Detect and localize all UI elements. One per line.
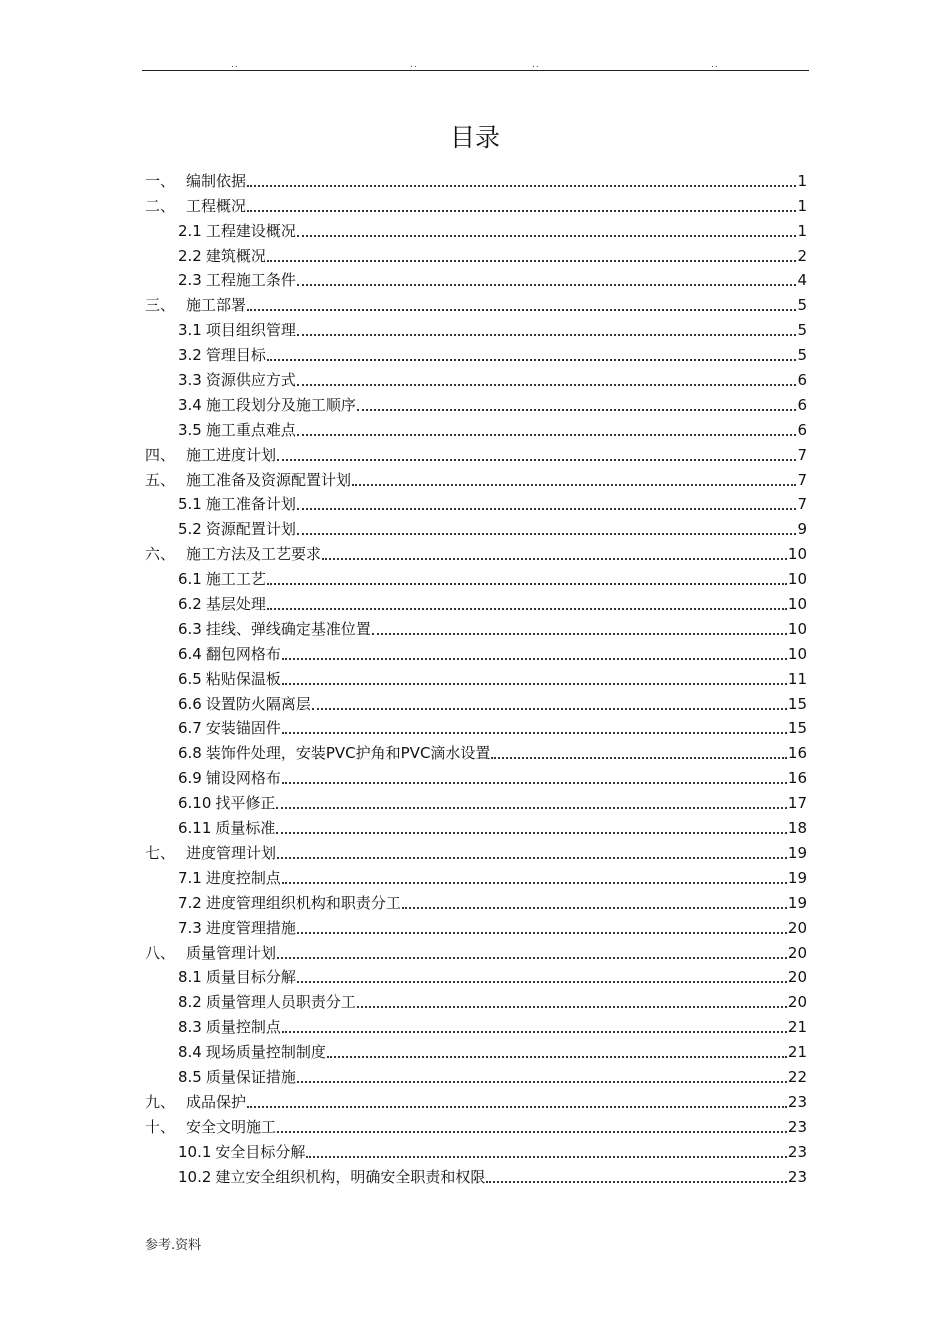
- toc-entry-label: 质量目标分解: [205, 968, 296, 987]
- toc-entry[interactable]: [145, 465, 807, 490]
- toc-dot-leader: [267, 260, 797, 262]
- toc-entry-label: 施工重点难点: [205, 420, 296, 439]
- toc-entry-page: 22: [787, 1067, 807, 1086]
- toc-entry-label: 项目组织管理: [205, 321, 296, 340]
- header-mark: ..: [711, 60, 719, 70]
- toc-entry-number: 10.2: [178, 1167, 212, 1186]
- toc-dot-leader: [297, 384, 797, 386]
- toc-entry-page: 17: [787, 794, 807, 813]
- toc-dot-leader: [277, 957, 787, 959]
- toc-entry-label: 质量管理人员职责分工: [205, 993, 356, 1012]
- header-mark: ..: [231, 60, 239, 70]
- toc-dot-leader: [297, 981, 787, 983]
- toc-entry-label: 建立安全组织机构，明确安全职责和权限: [215, 1167, 486, 1186]
- toc-entry-label: 编制依据: [186, 171, 247, 190]
- toc-entry-label: 安全目标分解: [215, 1142, 306, 1161]
- toc-entry-number: 一、: [145, 171, 176, 190]
- toc-entry-page: 10: [787, 595, 807, 614]
- toc-entry-label: 施工方法及工艺要求: [186, 545, 322, 564]
- toc-entry[interactable]: [145, 838, 807, 863]
- toc-entry-number: 四、: [145, 445, 176, 464]
- toc-entry-label: 质量保证措施: [205, 1067, 296, 1086]
- toc-entry-label: 工程施工条件: [205, 271, 296, 290]
- toc-entry-page: 23: [787, 1092, 807, 1111]
- toc-entry-number: 6.2: [178, 595, 202, 614]
- toc-entry[interactable]: [145, 788, 807, 813]
- toc-entry-label: 资源供应方式: [205, 371, 296, 390]
- toc-entry[interactable]: [145, 440, 807, 465]
- toc-entry-number: 5.2: [178, 520, 202, 539]
- toc-entry-number: 3.1: [178, 321, 202, 340]
- toc-dot-leader: [247, 1106, 787, 1108]
- toc-entry-number: 6.3: [178, 619, 202, 638]
- toc-entry[interactable]: [145, 689, 807, 714]
- toc-entry[interactable]: [145, 266, 807, 291]
- toc-entry-page: 7: [797, 445, 807, 464]
- toc-dot-leader: [282, 732, 787, 734]
- toc-entry-number: 6.11: [178, 819, 212, 838]
- page-title: 目录: [449, 123, 500, 152]
- toc-entry[interactable]: [145, 888, 807, 913]
- toc-entry-number: 8.3: [178, 1018, 202, 1037]
- toc-entry[interactable]: [145, 241, 807, 266]
- toc-dot-leader: [372, 633, 787, 635]
- toc-entry-label: 铺设网格布: [205, 769, 281, 788]
- toc-dot-leader: [312, 708, 787, 710]
- toc-entry-number: 七、: [145, 843, 176, 862]
- toc-entry[interactable]: [145, 639, 807, 664]
- toc-entry[interactable]: [145, 390, 807, 415]
- toc-entry-page: 1: [797, 171, 807, 190]
- toc-entry-page: 23: [787, 1117, 807, 1136]
- toc-entry-number: 2.2: [178, 246, 202, 265]
- toc-dot-leader: [297, 284, 797, 286]
- table-of-contents: [145, 166, 807, 1187]
- toc-entry[interactable]: [145, 539, 807, 564]
- toc-entry-page: 16: [787, 744, 807, 763]
- toc-entry-label: 安全文明施工: [186, 1117, 277, 1136]
- toc-entry-page: 19: [787, 868, 807, 887]
- toc-entry-number: 2.1: [178, 221, 202, 240]
- page-footer: 参考.资料: [145, 1238, 202, 1253]
- toc-entry-number: 7.1: [178, 868, 202, 887]
- toc-entry[interactable]: [145, 166, 807, 191]
- toc-entry[interactable]: [145, 664, 807, 689]
- toc-dot-leader: [277, 857, 787, 859]
- toc-entry-page: 7: [797, 495, 807, 514]
- toc-entry-page: 10: [787, 545, 807, 564]
- toc-dot-leader: [297, 235, 797, 237]
- toc-dot-leader: [297, 508, 797, 510]
- toc-entry-label: 基层处理: [205, 595, 266, 614]
- toc-entry-page: 20: [787, 968, 807, 987]
- toc-entry-number: 九、: [145, 1092, 176, 1111]
- toc-entry-number: 6.4: [178, 644, 202, 663]
- toc-entry-number: 6.6: [178, 694, 202, 713]
- toc-entry[interactable]: [145, 763, 807, 788]
- toc-entry-number: 3.3: [178, 371, 202, 390]
- toc-entry-page: 4: [797, 271, 807, 290]
- toc-entry[interactable]: [145, 1112, 807, 1137]
- toc-entry[interactable]: [145, 714, 807, 739]
- toc-entry[interactable]: [145, 191, 807, 216]
- toc-entry-page: 11: [787, 669, 807, 688]
- toc-entry-label: 找平修正: [215, 794, 276, 813]
- toc-entry-number: 6.5: [178, 669, 202, 688]
- toc-entry-page: 6: [797, 371, 807, 390]
- toc-dot-leader: [276, 807, 786, 809]
- toc-entry-label: 工程建设概况: [205, 221, 296, 240]
- toc-entry-label: 质量标准: [215, 819, 276, 838]
- toc-entry-number: 十、: [145, 1117, 176, 1136]
- toc-dot-leader: [247, 309, 796, 311]
- toc-entry-label: 粘贴保温板: [205, 669, 281, 688]
- toc-entry[interactable]: [145, 913, 807, 938]
- toc-entry-page: 5: [797, 346, 807, 365]
- toc-dot-leader: [486, 1181, 786, 1183]
- toc-entry-page: 1: [797, 221, 807, 240]
- toc-entry-label: 施工准备及资源配置计划: [186, 470, 352, 489]
- toc-entry-number: 5.1: [178, 495, 202, 514]
- toc-entry-label: 建筑概况: [205, 246, 266, 265]
- toc-entry[interactable]: [145, 589, 807, 614]
- toc-entry-label: 施工准备计划: [205, 495, 296, 514]
- toc-entry-label: 成品保护: [186, 1092, 247, 1111]
- toc-entry-label: 质量管理计划: [186, 943, 277, 962]
- toc-entry[interactable]: [145, 216, 807, 241]
- toc-entry-page: 20: [787, 918, 807, 937]
- toc-entry[interactable]: [145, 1162, 807, 1187]
- toc-entry-label: 设置防火隔离层: [205, 694, 311, 713]
- toc-entry-number: 3.4: [178, 395, 202, 414]
- toc-entry-page: 19: [787, 893, 807, 912]
- toc-entry-page: 20: [787, 943, 807, 962]
- toc-entry-number: 7.3: [178, 918, 202, 937]
- toc-entry-number: 3.2: [178, 346, 202, 365]
- toc-dot-leader: [267, 608, 787, 610]
- toc-entry-page: 21: [787, 1018, 807, 1037]
- toc-dot-leader: [327, 1056, 787, 1058]
- toc-entry-number: 6.8: [178, 744, 202, 763]
- toc-entry-number: 10.1: [178, 1142, 212, 1161]
- toc-entry-page: 10: [787, 570, 807, 589]
- toc-dot-leader: [267, 583, 787, 585]
- toc-entry-label: 进度管理措施: [205, 918, 296, 937]
- toc-entry-number: 8.4: [178, 1043, 202, 1062]
- toc-dot-leader: [357, 1006, 787, 1008]
- toc-entry-page: 6: [797, 395, 807, 414]
- toc-entry[interactable]: [145, 1087, 807, 1112]
- toc-entry[interactable]: [145, 290, 807, 315]
- toc-entry-number: 8.5: [178, 1067, 202, 1086]
- toc-dot-leader: [297, 533, 797, 535]
- toc-dot-leader: [306, 1156, 786, 1158]
- toc-dot-leader: [491, 757, 786, 759]
- toc-entry-page: 9: [797, 520, 807, 539]
- toc-dot-leader: [267, 359, 797, 361]
- toc-entry[interactable]: [145, 938, 807, 963]
- toc-entry-number: 二、: [145, 196, 176, 215]
- toc-entry-number: 7.2: [178, 893, 202, 912]
- toc-entry-label: 现场质量控制制度: [205, 1043, 326, 1062]
- toc-entry[interactable]: [145, 415, 807, 440]
- toc-dot-leader: [322, 558, 787, 560]
- header-mark: ..: [532, 60, 540, 70]
- toc-entry-label: 进度控制点: [205, 868, 281, 887]
- toc-entry-label: 翻包网格布: [205, 644, 281, 663]
- toc-dot-leader: [297, 434, 797, 436]
- toc-entry-page: 6: [797, 420, 807, 439]
- toc-dot-leader: [297, 932, 787, 934]
- toc-dot-leader: [282, 1031, 787, 1033]
- toc-entry-number: 6.9: [178, 769, 202, 788]
- toc-entry-page: 5: [797, 296, 807, 315]
- toc-dot-leader: [297, 1081, 787, 1083]
- toc-dot-leader: [297, 334, 797, 336]
- toc-dot-leader: [357, 409, 797, 411]
- toc-entry[interactable]: [145, 863, 807, 888]
- toc-entry-label: 施工进度计划: [186, 445, 277, 464]
- toc-entry[interactable]: [145, 813, 807, 838]
- toc-entry-label: 装饰件处理，安装PVC护角和PVC滴水设置: [205, 744, 491, 763]
- toc-entry-number: 6.1: [178, 570, 202, 589]
- toc-entry-number: 2.3: [178, 271, 202, 290]
- toc-dot-leader: [277, 1131, 787, 1133]
- toc-dot-leader: [277, 459, 796, 461]
- toc-dot-leader: [282, 782, 787, 784]
- toc-entry-number: 8.1: [178, 968, 202, 987]
- toc-entry[interactable]: [145, 1037, 807, 1062]
- toc-entry-page: 15: [787, 719, 807, 738]
- toc-entry-label: 资源配置计划: [205, 520, 296, 539]
- toc-entry-page: 10: [787, 619, 807, 638]
- toc-entry-page: 23: [787, 1167, 807, 1186]
- toc-entry-label: 管理目标: [205, 346, 266, 365]
- toc-entry-page: 19: [787, 843, 807, 862]
- header-rule: [142, 70, 809, 71]
- toc-entry-label: 施工段划分及施工顺序: [205, 395, 356, 414]
- toc-entry-label: 工程概况: [186, 196, 247, 215]
- toc-entry[interactable]: [145, 1137, 807, 1162]
- toc-dot-leader: [247, 185, 796, 187]
- toc-dot-leader: [352, 484, 796, 486]
- toc-entry[interactable]: [145, 365, 807, 390]
- toc-dot-leader: [282, 683, 787, 685]
- toc-entry[interactable]: [145, 963, 807, 988]
- toc-entry-page: 15: [787, 694, 807, 713]
- toc-dot-leader: [402, 907, 787, 909]
- toc-entry-page: 10: [787, 644, 807, 663]
- toc-entry[interactable]: [145, 987, 807, 1012]
- toc-entry-page: 18: [787, 819, 807, 838]
- toc-entry-page: 23: [787, 1142, 807, 1161]
- toc-entry-page: 21: [787, 1043, 807, 1062]
- toc-entry-number: 六、: [145, 545, 176, 564]
- toc-entry[interactable]: [145, 1062, 807, 1087]
- toc-entry-page: 7: [797, 470, 807, 489]
- toc-entry-label: 施工部署: [186, 296, 247, 315]
- toc-entry-page: 16: [787, 769, 807, 788]
- toc-entry[interactable]: [145, 315, 807, 340]
- toc-entry-number: 3.5: [178, 420, 202, 439]
- toc-entry[interactable]: [145, 738, 807, 763]
- toc-entry-label: 进度管理计划: [186, 843, 277, 862]
- toc-dot-leader: [247, 210, 796, 212]
- toc-entry[interactable]: [145, 340, 807, 365]
- toc-entry-label: 安装锚固件: [205, 719, 281, 738]
- toc-entry-number: 五、: [145, 470, 176, 489]
- toc-entry-number: 6.10: [178, 794, 212, 813]
- toc-entry[interactable]: [145, 564, 807, 589]
- toc-dot-leader: [282, 658, 787, 660]
- toc-entry-label: 进度管理组织机构和职责分工: [205, 893, 401, 912]
- toc-entry-label: 施工工艺: [205, 570, 266, 589]
- toc-entry[interactable]: [145, 1012, 807, 1037]
- toc-entry-label: 挂线、弹线确定基准位置: [205, 619, 371, 638]
- toc-entry[interactable]: [145, 514, 807, 539]
- toc-dot-leader: [282, 882, 787, 884]
- toc-entry[interactable]: [145, 490, 807, 515]
- toc-entry[interactable]: [145, 614, 807, 639]
- toc-entry-number: 八、: [145, 943, 176, 962]
- toc-entry-number: 6.7: [178, 719, 202, 738]
- toc-entry-page: 2: [797, 246, 807, 265]
- toc-dot-leader: [276, 832, 786, 834]
- toc-entry-page: 5: [797, 321, 807, 340]
- toc-entry-number: 三、: [145, 296, 176, 315]
- toc-entry-label: 质量控制点: [205, 1018, 281, 1037]
- toc-entry-page: 1: [797, 196, 807, 215]
- toc-entry-page: 20: [787, 993, 807, 1012]
- toc-entry-number: 8.2: [178, 993, 202, 1012]
- header-mark: ..: [410, 60, 418, 70]
